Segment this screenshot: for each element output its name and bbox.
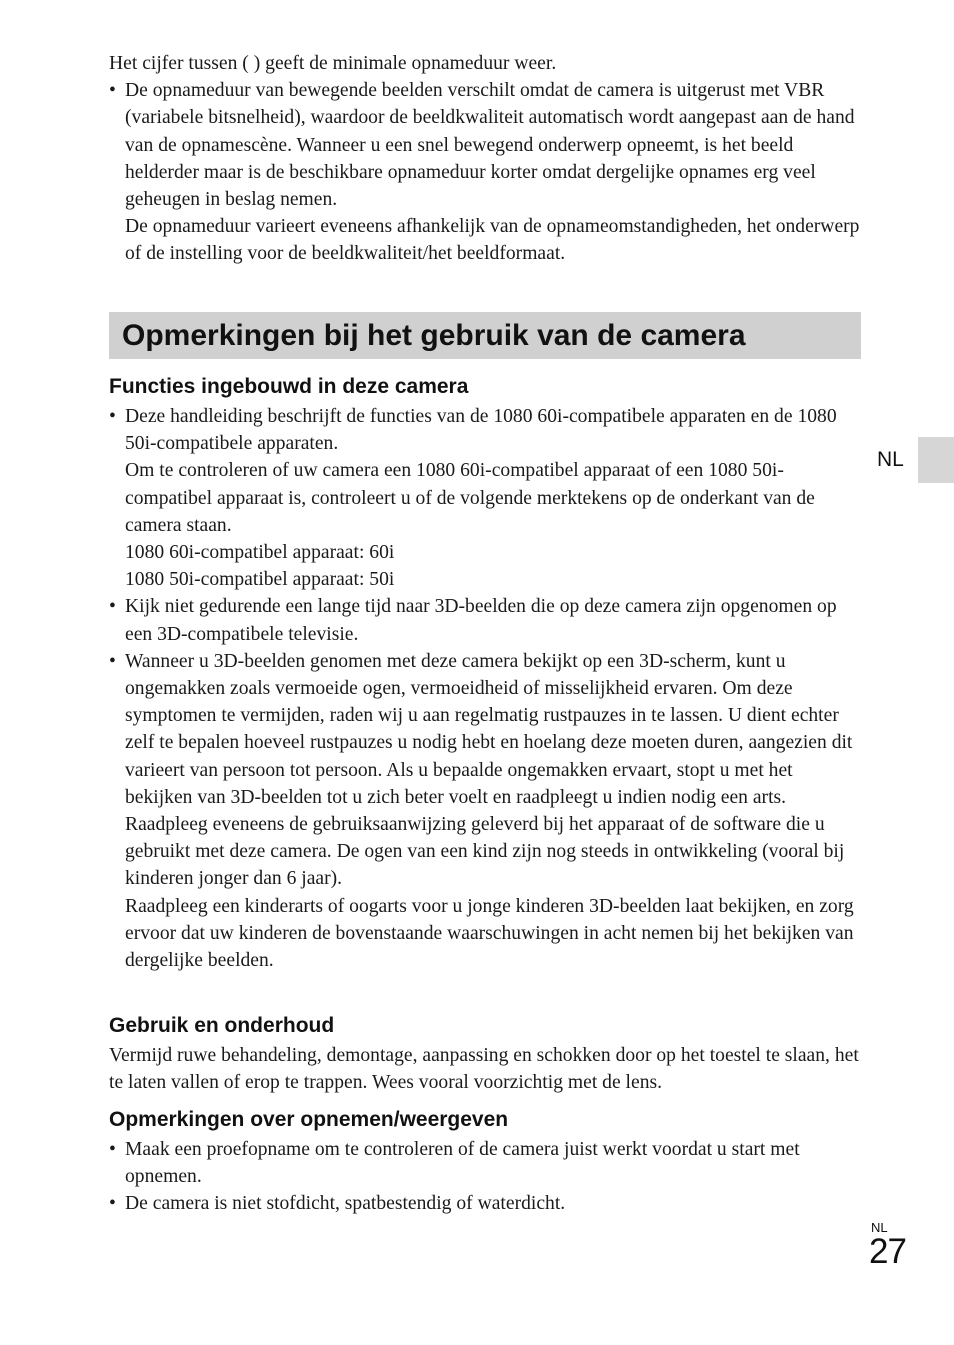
subheading-opnemen: Opmerkingen over opnemen/weergeven [109, 1108, 509, 1131]
opnemen-bullet-1: Maak een proefopname om te controleren of de camera juist werkt voordat u start met opnemen. [125, 1139, 800, 1188]
list-item [109, 593, 861, 647]
opnemen-bullet-2: De camera is niet stofdicht, spatbestendig of waterdicht. [125, 1193, 566, 1215]
bullet-marker: • [109, 80, 116, 102]
functies-50i-line: 1080 50i-compatibel apparaat: 50i [125, 569, 395, 591]
functies-bullet-1-continuation: Om te controleren of uw camera een 1080 60i-compatibel apparaat of een 1080 50i-compatibel apparaat is, controleert u of de volgende merktekens op de onderkant van de camera staan. [125, 460, 815, 536]
functies-list [109, 403, 861, 974]
bullet-marker: • [109, 650, 116, 672]
page-language-label: NL [871, 1220, 888, 1235]
gebruik-paragraph: Vermijd ruwe behandeling, demontage, aanpassing en schokken door op het toestel te slaan, het te laten vallen of erop te trappen. Wees vooral voorzichtig met de lens. [109, 1045, 859, 1094]
intro-line: Het cijfer tussen ( ) geeft de minimale opnameduur weer. [109, 53, 557, 74]
functies-bullet-3: Wanneer u 3D-beelden genomen met deze camera bekijkt op een 3D-scherm, kunt u ongemakken zoals vermoeide ogen, vermoeidheid of misselijkheid ervaren. Om deze symptomen te vermijden, raden wij u aan regelmatig rustpauzes in te lassen. U dient echter zelf te bepalen hoeveel rustpauzes u nodig hebt en hoelang deze moeten duren, aangezien dit varieert van persoon tot persoon. Als u bepaalde ongemakken ervaart, stopt u met het bekijken van 3D-beelden tot u zich beter voelt en raadpleegt u indien nodig een arts. Raadpleeg eveneens de gebruiksaanwijzing geleverd bij het apparaat of de software die u gebruikt met deze camera. De ogen van een kind zijn nog steeds in ontwikkeling (vooral bij kinderen jonger dan 6 jaar). [125, 650, 853, 890]
subheading-gebruik: Gebruik en onderhoud [109, 1014, 335, 1037]
functies-bullet-3-continuation: Raadpleeg een kinderarts of oogarts voor u jonge kinderen 3D-beelden laat bekijken, en zorg ervoor dat uw kinderen de bovenstaande waarschuwingen in acht nemen bij het bekijken van dergelijke beelden. [125, 895, 854, 972]
list-item [109, 1136, 861, 1190]
language-tab [918, 437, 954, 483]
bullet-marker: • [109, 1139, 116, 1160]
section-title: Opmerkingen bij het gebruik van de camera [109, 312, 861, 359]
functies-bullet-1: Deze handleiding beschrijft de functies van de 1080 60i-compatibele apparaten en de 1080 50i-compatibele apparaten. [125, 406, 837, 455]
list-item [109, 1190, 861, 1217]
list-item [109, 648, 861, 974]
opnemen-list [109, 1136, 861, 1218]
list-item [109, 77, 861, 267]
bullet-marker: • [109, 596, 116, 618]
bullet-marker: • [109, 1193, 116, 1215]
bullet-marker: • [109, 406, 116, 427]
functies-60i-line: 1080 60i-compatibel apparaat: 60i [125, 542, 395, 564]
list-item [109, 403, 861, 593]
functies-bullet-2: Kijk niet gedurende een lange tijd naar 3D-beelden die op deze camera zijn opgenomen op een 3D-compatibele televisie. [125, 596, 837, 645]
page-number: 27 [869, 1232, 906, 1271]
subheading-functies: Functies ingebouwd in deze camera [109, 375, 469, 398]
gebruik-text [109, 1042, 861, 1096]
language-tab-label: NL [877, 448, 904, 471]
intro-block [109, 50, 861, 268]
intro-bullet-text: De opnameduur van bewegende beelden verschilt omdat de camera is uitgerust met VBR (variabele bitsnelheid), waardoor de beeldkwaliteit automatisch wordt aangepast aan de hand van de opnamescène. Wanneer u een snel bewegend onderwerp opneemt, is het beeld helderder maar is de beschikbare opnameduur korter omdat dergelijke opnames erg veel geheugen in beslag nemen. [125, 80, 855, 211]
intro-bullet-continuation: De opnameduur varieert eveneens afhankelijk van de opnameomstandigheden, het onderwerp of de instelling voor de beeldkwaliteit/het beeldformaat. [125, 216, 860, 265]
